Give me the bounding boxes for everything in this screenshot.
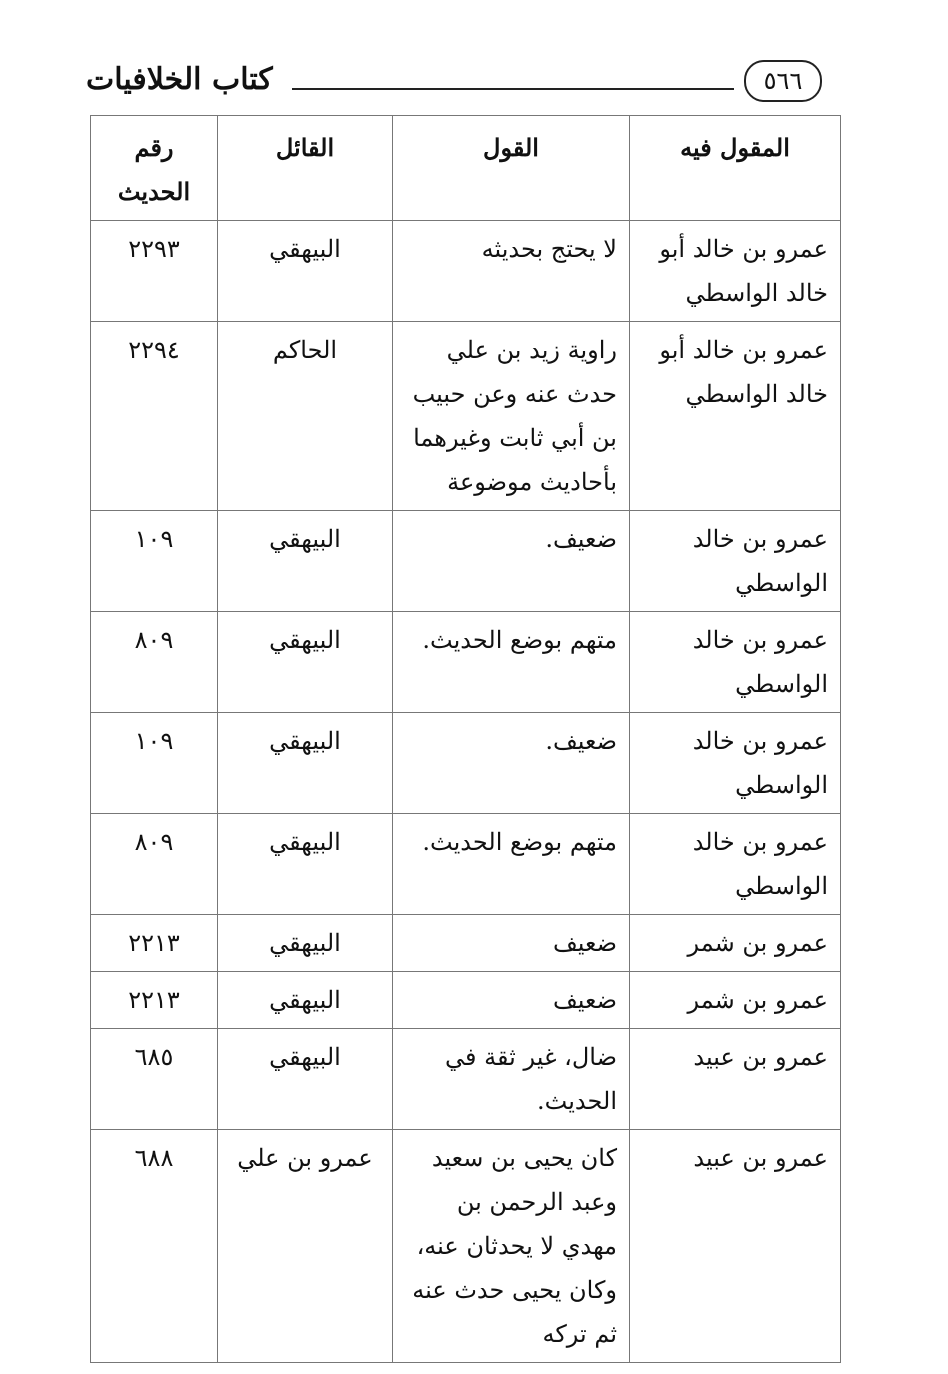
cell-number: ٦٨٥ <box>91 1029 218 1130</box>
cell-number: ٢٢٩٣ <box>91 221 218 322</box>
cell-speaker: البيهقي <box>218 713 393 814</box>
cell-number: ٦٨٨ <box>91 1130 218 1363</box>
cell-quote: ضعيف. <box>393 511 630 612</box>
cell-speaker: عمرو بن علي <box>218 1130 393 1363</box>
cell-number: ٢٢١٣ <box>91 972 218 1029</box>
table-row <box>91 322 841 511</box>
header-rule <box>292 88 734 90</box>
cell-quote: راوية زيد بن علي حدث عنه وعن حبيب بن أبي ثابت وغيرهما بأحاديث موضوعة <box>393 322 630 511</box>
cell-subject: عمرو بن خالد أبو خالد الواسطي <box>630 322 841 511</box>
cell-speaker: البيهقي <box>218 511 393 612</box>
cell-speaker: البيهقي <box>218 814 393 915</box>
cell-subject: عمرو بن خالد الواسطي <box>630 511 841 612</box>
table-row <box>91 713 841 814</box>
cell-number: ٢٢١٣ <box>91 915 218 972</box>
cell-speaker: البيهقي <box>218 972 393 1029</box>
cell-speaker: الحاكم <box>218 322 393 511</box>
column-header-speaker: القائل <box>218 116 393 221</box>
cell-subject: عمرو بن خالد الواسطي <box>630 713 841 814</box>
cell-subject: عمرو بن عبيد <box>630 1130 841 1363</box>
cell-quote: لا يحتج بحديثه <box>393 221 630 322</box>
table-row <box>91 1130 841 1363</box>
narrators-table <box>90 115 841 1363</box>
cell-subject: عمرو بن خالد أبو خالد الواسطي <box>630 221 841 322</box>
cell-number: ٢٢٩٤ <box>91 322 218 511</box>
table-row <box>91 1029 841 1130</box>
table-header-row <box>91 116 841 221</box>
cell-number: ٨٠٩ <box>91 814 218 915</box>
cell-speaker: البيهقي <box>218 612 393 713</box>
book-title: كتاب الخلافيات <box>86 62 273 97</box>
cell-speaker: البيهقي <box>218 915 393 972</box>
cell-quote: كان يحيى بن سعيد وعبد الرحمن بن مهدي لا يحدثان عنه، وكان يحيى حدث عنه ثم تركه <box>393 1130 630 1363</box>
cell-quote: ضعيف <box>393 972 630 1029</box>
cell-quote: متهم بوضع الحديث. <box>393 612 630 713</box>
cell-quote: ضعيف. <box>393 713 630 814</box>
cell-number: ١٠٩ <box>91 511 218 612</box>
column-header-quote: القول <box>393 116 630 221</box>
table-row <box>91 814 841 915</box>
column-header-subject: المقول فيه <box>630 116 841 221</box>
cell-quote: ضال، غير ثقة في الحديث. <box>393 1029 630 1130</box>
cell-speaker: البيهقي <box>218 221 393 322</box>
cell-number: ١٠٩ <box>91 713 218 814</box>
cell-quote: ضعيف <box>393 915 630 972</box>
table-row <box>91 511 841 612</box>
cell-subject: عمرو بن خالد الواسطي <box>630 612 841 713</box>
cell-quote: متهم بوضع الحديث. <box>393 814 630 915</box>
cell-number: ٨٠٩ <box>91 612 218 713</box>
cell-subject: عمرو بن عبيد <box>630 1029 841 1130</box>
cell-subject: عمرو بن خالد الواسطي <box>630 814 841 915</box>
page-header <box>80 58 832 108</box>
page-number: ٥٦٦ <box>744 60 822 102</box>
column-header-number: رقم الحديث <box>91 116 218 221</box>
table-row <box>91 221 841 322</box>
table-row <box>91 972 841 1029</box>
table-row <box>91 915 841 972</box>
table-row <box>91 612 841 713</box>
cell-subject: عمرو بن شمر <box>630 972 841 1029</box>
cell-subject: عمرو بن شمر <box>630 915 841 972</box>
cell-speaker: البيهقي <box>218 1029 393 1130</box>
